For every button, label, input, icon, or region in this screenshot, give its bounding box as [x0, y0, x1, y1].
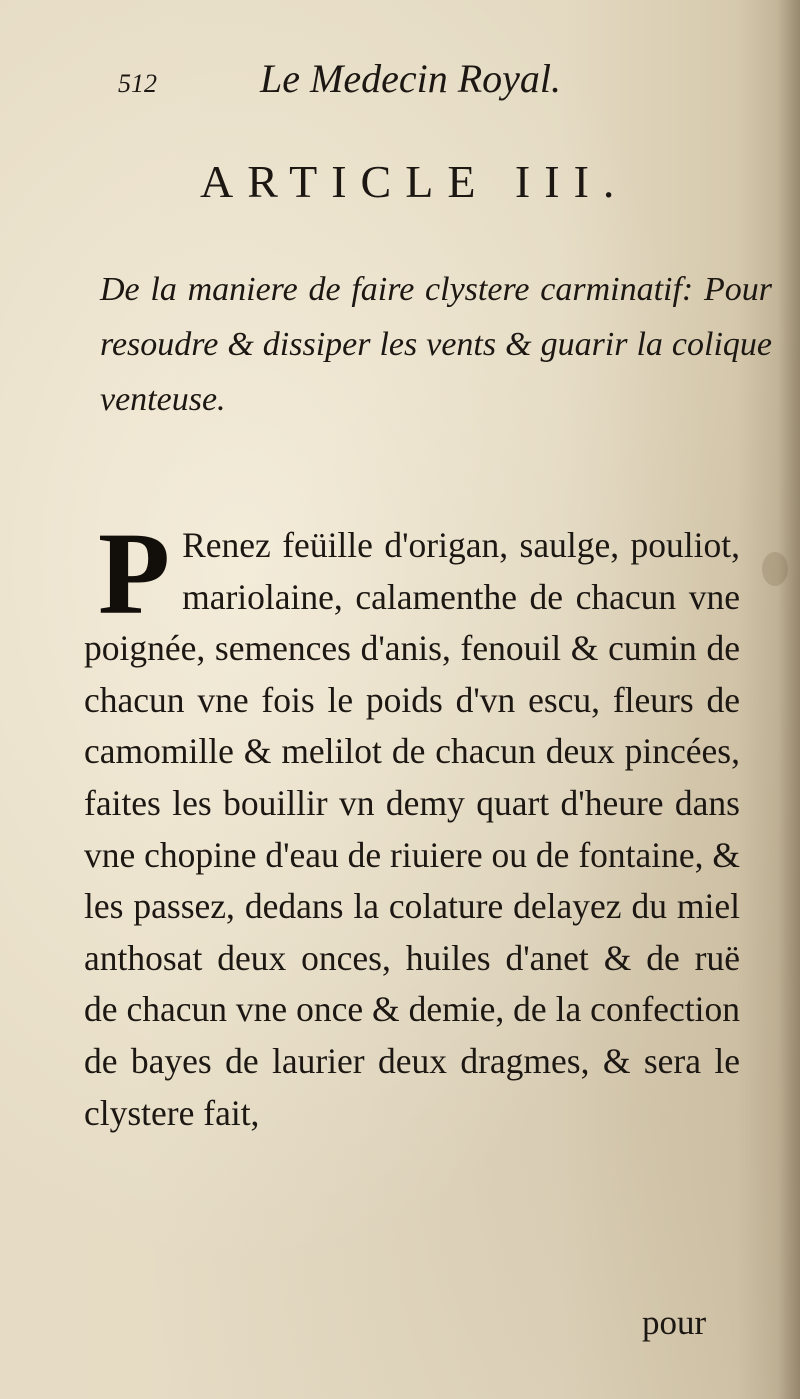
article-heading: ARTICLE III. [200, 156, 629, 207]
catchword: pour [642, 1303, 707, 1342]
drop-cap: P [98, 508, 171, 639]
body-paragraph [84, 508, 740, 1139]
body-text: Renez feüille d'origan, saulge, pouliot, mariolaine, calamenthe de chacun vne poignée, semences d'anis, fenouil & cumin de chacun vne fois le poids d'vn escu, fleurs de camomille & melilot de chacun deux pincées, faites les bouillir vn demy quart d'heure dans vne chopine d'eau de riuiere ou de fontaine, & les passez, dedans la colature delayez du miel anthosat deux onces, huiles d'anet & de ruë de chacun vne once & demie, de la confection de bayes de laurier deux dragmes, & sera le clystere fait, [84, 525, 740, 1133]
running-title: Le Medecin Royal. [260, 56, 561, 101]
paper-stain [762, 552, 788, 586]
running-head [110, 55, 561, 105]
page-number: 512 [118, 69, 157, 98]
article-subtitle: De la maniere de faire clystere carminatif: Pour resoudre & dissiper les vents & guarir la colique venteuse. [100, 271, 772, 418]
